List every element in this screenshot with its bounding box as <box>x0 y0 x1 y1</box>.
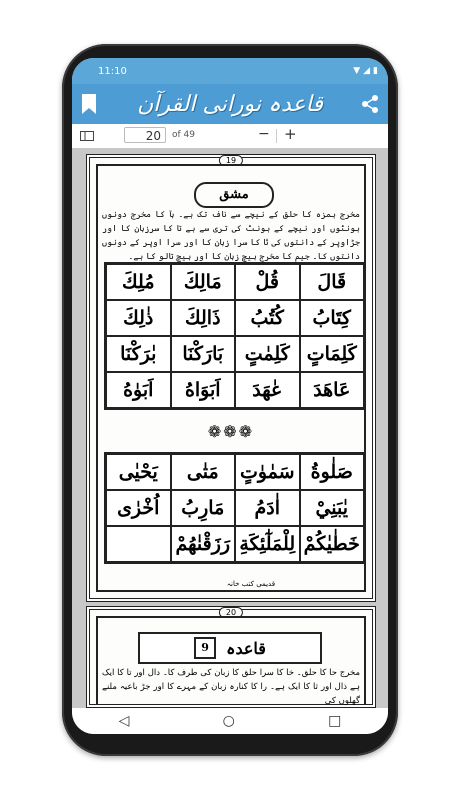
share-icon[interactable] <box>360 94 380 114</box>
lesson-paragraph: مخرج حا کا حلق۔ خا کا سرا حلق کا زبان کی طرف کا۔ دال اور تا کا ایک ہے ذال اور ثا کا ایک ہے۔ را کا کنارہ زبان کے مہرے کا اور جڑ باعیہ ملنے گھلوں کی <box>102 668 360 706</box>
word-cell: بَارَكْنَا <box>171 336 236 372</box>
separator-stars: ❁❁❁ <box>207 422 255 441</box>
word-cell <box>106 526 171 562</box>
back-button[interactable]: ◁ <box>118 713 130 729</box>
word-cell: ذَالِكَ <box>171 300 236 336</box>
sidebar-toggle-icon[interactable] <box>80 131 94 141</box>
word-cell: سَمٰوٰتٍ <box>235 454 300 490</box>
system-nav-bar <box>72 708 388 734</box>
page-border <box>96 164 366 592</box>
word-cell: كُتُبُ <box>235 300 300 336</box>
word-cell: يٰبَنِيْ <box>300 490 365 526</box>
word-cell: ذٰلِكَ <box>106 300 171 336</box>
banner-text: قاعدہ <box>226 638 266 658</box>
pdf-page-20 <box>86 606 376 708</box>
status-time: 11:10 <box>98 65 127 77</box>
lesson-heading: مشق <box>194 182 274 208</box>
page-border <box>96 616 366 704</box>
pdf-toolbar <box>72 124 388 149</box>
app-title: قاعدہ نورانی القرآن <box>137 91 323 117</box>
page-footer: قدیمی کتب خانہ <box>226 580 276 588</box>
word-cell: عٰهَدَ <box>235 372 300 408</box>
word-cell: كِتَابُ <box>300 300 365 336</box>
status-icons <box>353 66 378 76</box>
word-cell: قُلْ <box>235 264 300 300</box>
page-number-badge: 20 <box>219 607 243 618</box>
toolbar-divider <box>276 129 277 143</box>
word-cell: مَارِبُ <box>171 490 236 526</box>
qaida-banner <box>138 632 322 664</box>
word-grid-1 <box>104 262 366 410</box>
word-cell: صَلٰوةُ <box>300 454 365 490</box>
page-count-label: of 49 <box>172 130 195 140</box>
wifi-icon: ▼ <box>353 66 361 76</box>
app-bar <box>72 84 388 124</box>
word-cell: مُلِكَ <box>106 264 171 300</box>
recents-button[interactable]: □ <box>328 713 342 729</box>
word-cell: بٰرَكْنَا <box>106 336 171 372</box>
word-cell: قَالَ <box>300 264 365 300</box>
word-cell: كَلِمَاتٍ <box>300 336 365 372</box>
pdf-page-19 <box>86 154 376 602</box>
word-cell: اَبَوٰهُ <box>106 372 171 408</box>
word-cell: رَزَقْنٰهُمْ <box>171 526 236 562</box>
word-cell: مَتٰى <box>171 454 236 490</box>
bookmark-icon[interactable] <box>80 93 98 115</box>
signal-icon: ◢ <box>363 66 371 76</box>
word-cell: يَحْيٰى <box>106 454 171 490</box>
banner-number: 9 <box>194 637 216 659</box>
document-viewer[interactable] <box>72 148 388 708</box>
word-cell: اُخْرٰى <box>106 490 171 526</box>
zoom-out-button[interactable]: − <box>258 126 270 142</box>
word-cell: كَلِمٰتٍ <box>235 336 300 372</box>
word-cell: اَبَوَاهُ <box>171 372 236 408</box>
page-number-badge: 19 <box>219 155 243 166</box>
home-button[interactable]: ○ <box>222 713 235 729</box>
status-bar <box>72 58 388 84</box>
device-screen <box>72 58 388 734</box>
word-cell: مَالِكَ <box>171 264 236 300</box>
zoom-in-button[interactable]: + <box>284 125 297 143</box>
word-grid-2 <box>104 452 366 564</box>
word-cell: اٰدَمُ <box>235 490 300 526</box>
word-cell: لِلْمَلٰٓئِكَةِ <box>235 526 300 562</box>
page-number-input[interactable]: 20 <box>124 127 166 143</box>
word-cell: عَاهَدَ <box>300 372 365 408</box>
battery-icon: ▮ <box>373 66 378 76</box>
word-cell: خَطٰيٰكُمْ <box>300 526 365 562</box>
lesson-paragraph: مخرج ہمزہ کا حلق کے نیچے سے ناف تک ہے۔ بآ کا مخرج دونوں ہونٹوں اور نیچے کے ہونٹ کی تری سے ہے تا کا سرزبان کا اور جڑاوپر کے دانتوں کی ثا کا سرا زبان کا اور سرا اوپر کے دونوں دانتوں کا۔ جیم کا مخرج بیچ زبان کا اور بیچ تالو کا ہے۔ <box>102 210 360 262</box>
